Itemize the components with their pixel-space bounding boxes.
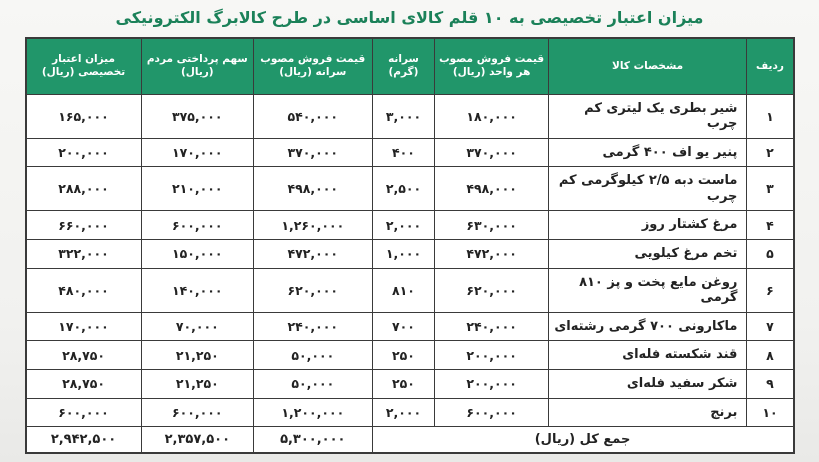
goods-table (25, 37, 795, 454)
table-header (26, 38, 794, 94)
cell-radif: ۹ (747, 370, 794, 399)
cell-etebar: ۲۸,۷۵۰ (26, 341, 142, 370)
cell-price_unit: ۶۳۰,۰۰۰ (435, 211, 548, 240)
cell-moshakhasat: شیر بطری یک لیتری کم چرب (548, 94, 747, 138)
cell-moshakhasat: قند شکسته فله‌ای (548, 341, 747, 370)
cell-etebar: ۲۰۰,۰۰۰ (26, 138, 142, 167)
cell-price_sarane: ۵۰,۰۰۰ (254, 341, 373, 370)
total-price_sarane: ۵,۳۰۰,۰۰۰ (254, 427, 373, 454)
cell-radif: ۱ (747, 94, 794, 138)
cell-sarane: ۲,۵۰۰ (372, 167, 435, 211)
cell-radif: ۸ (747, 341, 794, 370)
column-header-price_sarane: قیمت فروش مصوب سرانه (ریال) (254, 38, 373, 94)
cell-moshakhasat: تخم مرغ کیلویی (548, 240, 747, 269)
cell-etebar: ۲۸۸,۰۰۰ (26, 167, 142, 211)
cell-etebar: ۱۷۰,۰۰۰ (26, 312, 142, 341)
total-etebar: ۲,۹۴۲,۵۰۰ (26, 427, 142, 454)
column-header-etebar: میزان اعتبار تخصیصی (ریال) (26, 38, 142, 94)
cell-radif: ۳ (747, 167, 794, 211)
table-row (26, 341, 794, 370)
table-row (26, 167, 794, 211)
cell-sahm: ۲۱,۲۵۰ (141, 370, 253, 399)
column-header-radif: ردیف (747, 38, 794, 94)
cell-price_sarane: ۴۹۸,۰۰۰ (254, 167, 373, 211)
cell-price_unit: ۲۴۰,۰۰۰ (435, 312, 548, 341)
column-header-price_unit: قیمت فروش مصوب هر واحد (ریال) (435, 38, 548, 94)
cell-radif: ۱۰ (747, 398, 794, 427)
cell-price_sarane: ۴۷۲,۰۰۰ (254, 240, 373, 269)
cell-price_unit: ۴۷۲,۰۰۰ (435, 240, 548, 269)
cell-sahm: ۱۷۰,۰۰۰ (141, 138, 253, 167)
cell-price_sarane: ۲۴۰,۰۰۰ (254, 312, 373, 341)
cell-price_unit: ۳۷۰,۰۰۰ (435, 138, 548, 167)
cell-radif: ۴ (747, 211, 794, 240)
cell-sahm: ۳۷۵,۰۰۰ (141, 94, 253, 138)
table-row (26, 94, 794, 138)
cell-sahm: ۷۰,۰۰۰ (141, 312, 253, 341)
cell-price_sarane: ۱,۲۶۰,۰۰۰ (254, 211, 373, 240)
cell-price_unit: ۱۸۰,۰۰۰ (435, 94, 548, 138)
cell-moshakhasat: شکر سفید فله‌ای (548, 370, 747, 399)
cell-etebar: ۳۲۲,۰۰۰ (26, 240, 142, 269)
table-row (26, 138, 794, 167)
table-row (26, 312, 794, 341)
cell-price_sarane: ۶۲۰,۰۰۰ (254, 268, 373, 312)
table-footer (26, 427, 794, 454)
cell-price_sarane: ۵۴۰,۰۰۰ (254, 94, 373, 138)
cell-etebar: ۶۰۰,۰۰۰ (26, 398, 142, 427)
cell-radif: ۷ (747, 312, 794, 341)
cell-price_sarane: ۵۰,۰۰۰ (254, 370, 373, 399)
cell-moshakhasat: برنج (548, 398, 747, 427)
header-row (26, 38, 794, 94)
cell-sahm: ۱۴۰,۰۰۰ (141, 268, 253, 312)
cell-moshakhasat: پنیر یو اف ۴۰۰ گرمی (548, 138, 747, 167)
cell-sarane: ۲۵۰ (372, 370, 435, 399)
cell-etebar: ۱۶۵,۰۰۰ (26, 94, 142, 138)
table-row (26, 268, 794, 312)
cell-price_unit: ۴۹۸,۰۰۰ (435, 167, 548, 211)
cell-price_unit: ۶۰۰,۰۰۰ (435, 398, 548, 427)
column-header-moshakhasat: مشخصات کالا (548, 38, 747, 94)
table-row (26, 370, 794, 399)
page-title: میزان اعتبار تخصیصی به ۱۰ قلم کالای اساسی در طرح کالابرگ الکترونیکی (115, 8, 704, 27)
cell-sarane: ۲۵۰ (372, 341, 435, 370)
cell-moshakhasat: ماکارونی ۷۰۰ گرمی رشته‌ای (548, 312, 747, 341)
cell-sahm: ۲۱,۲۵۰ (141, 341, 253, 370)
cell-sarane: ۲,۰۰۰ (372, 211, 435, 240)
cell-sarane: ۳,۰۰۰ (372, 94, 435, 138)
cell-moshakhasat: مرغ کشتار روز (548, 211, 747, 240)
cell-sahm: ۶۰۰,۰۰۰ (141, 398, 253, 427)
cell-radif: ۶ (747, 268, 794, 312)
cell-moshakhasat: ماست دبه ۲/۵ کیلوگرمی کم چرب (548, 167, 747, 211)
cell-sarane: ۱,۰۰۰ (372, 240, 435, 269)
cell-price_unit: ۶۲۰,۰۰۰ (435, 268, 548, 312)
total-sahm: ۲,۳۵۷,۵۰۰ (141, 427, 253, 454)
cell-sahm: ۱۵۰,۰۰۰ (141, 240, 253, 269)
cell-moshakhasat: روغن مایع پخت و پز ۸۱۰ گرمی (548, 268, 747, 312)
cell-price_unit: ۲۰۰,۰۰۰ (435, 370, 548, 399)
total-label: جمع کل (ریال) (372, 427, 793, 454)
cell-sarane: ۷۰۰ (372, 312, 435, 341)
table-body (26, 94, 794, 427)
cell-etebar: ۶۶۰,۰۰۰ (26, 211, 142, 240)
cell-sarane: ۲,۰۰۰ (372, 398, 435, 427)
cell-etebar: ۴۸۰,۰۰۰ (26, 268, 142, 312)
cell-sarane: ۸۱۰ (372, 268, 435, 312)
cell-price_unit: ۲۰۰,۰۰۰ (435, 341, 548, 370)
table-row (26, 398, 794, 427)
column-header-sahm: سهم پرداختی مردم (ریال) (141, 38, 253, 94)
table-row (26, 240, 794, 269)
cell-sarane: ۴۰۰ (372, 138, 435, 167)
cell-sahm: ۲۱۰,۰۰۰ (141, 167, 253, 211)
cell-radif: ۲ (747, 138, 794, 167)
cell-price_sarane: ۳۷۰,۰۰۰ (254, 138, 373, 167)
column-header-sarane: سرانه (گرم) (372, 38, 435, 94)
cell-sahm: ۶۰۰,۰۰۰ (141, 211, 253, 240)
cell-price_sarane: ۱,۲۰۰,۰۰۰ (254, 398, 373, 427)
cell-radif: ۵ (747, 240, 794, 269)
total-row (26, 427, 794, 454)
cell-etebar: ۲۸,۷۵۰ (26, 370, 142, 399)
table-row (26, 211, 794, 240)
